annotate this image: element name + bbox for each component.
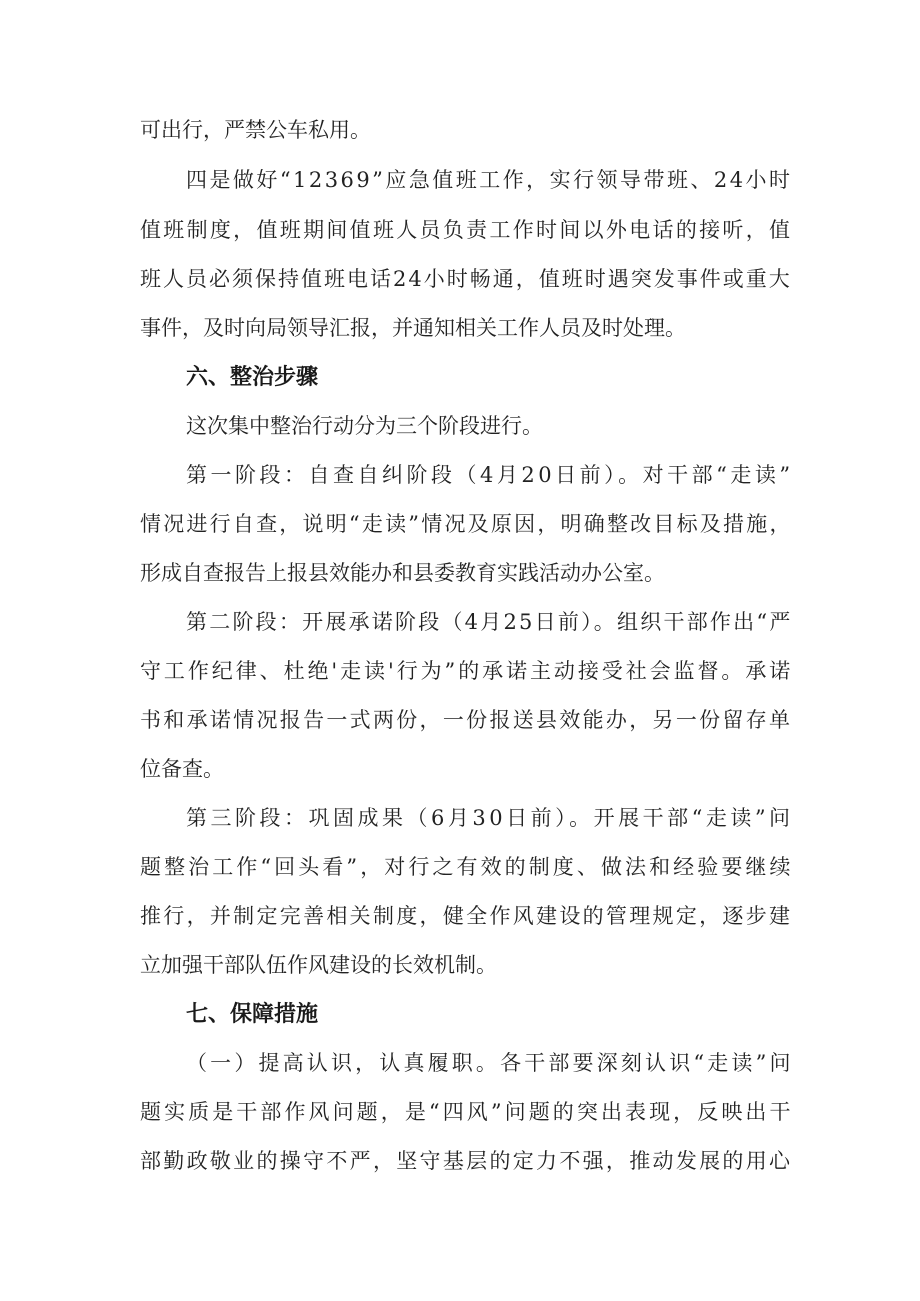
text-line: 四是做好“12369”应急值班工作，实行领导带班、24小时 bbox=[186, 168, 793, 192]
text-line: 形成自查报告上报县效能办和县委教育实践活动办公室。 bbox=[140, 561, 665, 585]
text-line: 立加强干部队伍作风建设的长效机制。 bbox=[140, 953, 497, 977]
text-line: 这次集中整治行动分为三个阶段进行。 bbox=[186, 414, 543, 438]
text-line: 题实质是干部作风问题，是“四风”问题的突出表现，反映出干 bbox=[140, 1100, 794, 1124]
section-heading-6: 六、整治步骤 bbox=[186, 365, 319, 390]
text-line: 书和承诺情况报告一式两份，一份报送县效能办，另一份留存单 bbox=[140, 708, 793, 732]
text-line: （一）提高认识，认真履职。各干部要深刻认识“走读”问 bbox=[186, 1051, 794, 1075]
text-line: 推行，并制定完善相关制度，健全作风建设的管理规定，逐步建 bbox=[140, 904, 793, 928]
text-line: 情况进行自查，说明“走读”情况及原因，明确整改目标及措施， bbox=[140, 512, 793, 536]
text-line: 班人员必须保持值班电话24小时畅通，值班时遇突发事件或重大 bbox=[140, 267, 792, 291]
text-line: 值班制度，值班期间值班人员负责工作时间以外电话的接听，值 bbox=[140, 218, 793, 242]
text-line: 守工作纪律、杜绝'走读'行为”的承诺主动接受社会监督。承诺 bbox=[140, 659, 794, 683]
text-line: 题整治工作“回头看”，对行之有效的制度、做法和经验要继续 bbox=[140, 855, 794, 879]
text-line: 事件，及时向局领导汇报，并通知相关工作人员及时处理。 bbox=[140, 316, 686, 340]
text-line: 第三阶段：巩固成果（6月30日前）。开展干部“走读”问 bbox=[186, 806, 794, 830]
text-line: 位备查。 bbox=[140, 757, 224, 781]
text-line: 部勤政敬业的操守不严，坚守基层的定力不强，推动发展的用心 bbox=[140, 1149, 793, 1173]
section-heading-7: 七、保障措施 bbox=[186, 1002, 319, 1027]
text-line: 第二阶段：开展承诺阶段（4月25日前）。组织干部作出“严 bbox=[186, 610, 793, 634]
text-line: 可出行，严禁公车私用。 bbox=[140, 118, 371, 142]
text-line: 第一阶段：自查自纠阶段（4月20日前）。对干部“走读” bbox=[186, 463, 794, 487]
